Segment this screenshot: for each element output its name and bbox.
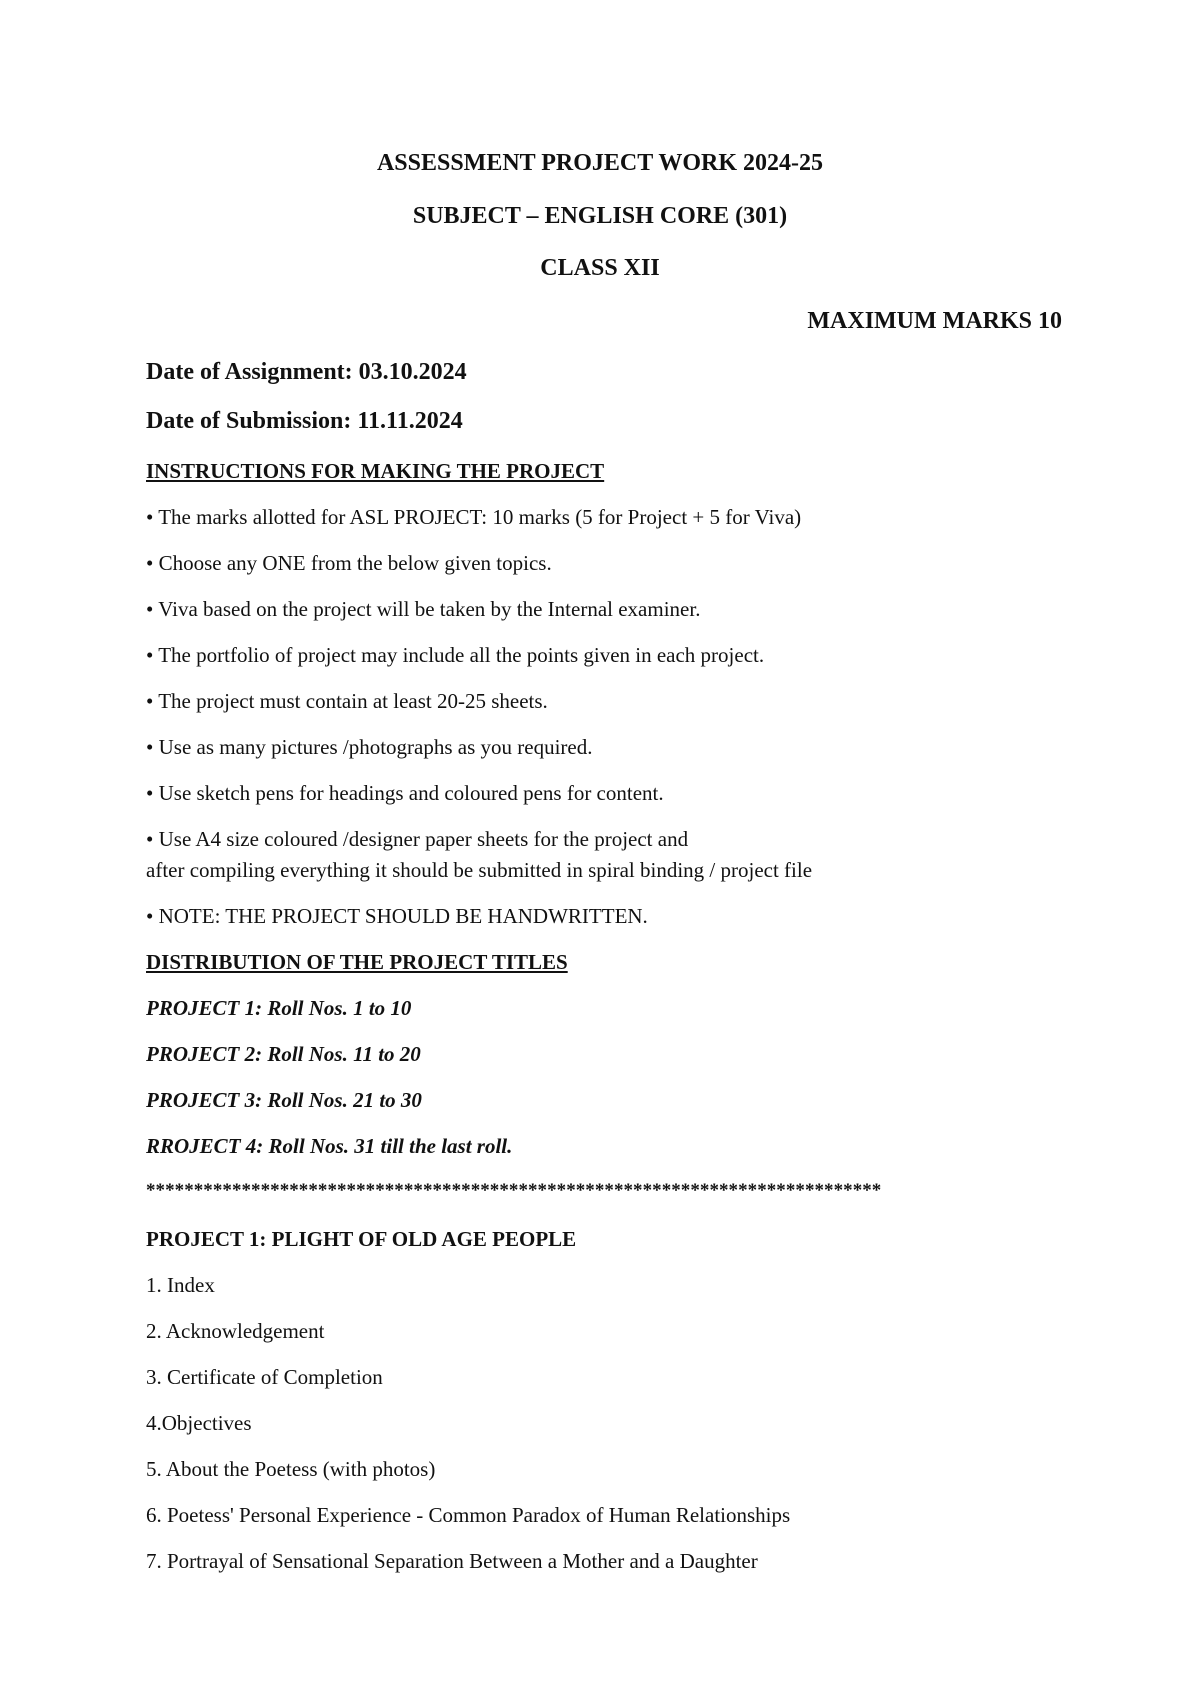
project-1-title: PROJECT 1: PLIGHT OF OLD AGE PEOPLE [146, 1227, 577, 1251]
distribution-item: PROJECT 1: Roll Nos. 1 to 10 [146, 996, 412, 1020]
instruction-item: • The project must contain at least 20-25 sheets. [146, 689, 548, 713]
project-1-item: 3. Certificate of Completion [146, 1365, 383, 1389]
instructions-heading: INSTRUCTIONS FOR MAKING THE PROJECT [146, 459, 605, 483]
instruction-item: • Use A4 size coloured /designer paper sheets for the project and [146, 827, 689, 851]
instruction-item-continued: after compiling everything it should be submitted in spiral binding / project file [146, 858, 813, 882]
class-line: CLASS XII [540, 255, 660, 281]
instruction-item: • Viva based on the project will be taken by the Internal examiner. [146, 597, 701, 621]
date-of-assignment: Date of Assignment: 03.10.2024 [146, 359, 467, 385]
instruction-item: • Use sketch pens for headings and coloured pens for content. [146, 781, 664, 805]
project-1-item: 2. Acknowledgement [146, 1319, 325, 1343]
date-of-submission: Date of Submission: 11.11.2024 [146, 408, 463, 434]
project-1-item: 7. Portrayal of Sensational Separation Between a Mother and a Daughter [146, 1549, 758, 1573]
project-1-item: 4.Objectives [146, 1411, 252, 1435]
distribution-heading: DISTRIBUTION OF THE PROJECT TITLES [146, 950, 568, 974]
distribution-item: PROJECT 3: Roll Nos. 21 to 30 [146, 1088, 422, 1112]
instruction-item: • The portfolio of project may include all the points given in each project. [146, 643, 765, 667]
separator-line: ***************************************************************************** [146, 1180, 882, 1201]
instruction-item: • Choose any ONE from the below given topics. [146, 551, 552, 575]
project-1-item: 6. Poetess' Personal Experience - Common Paradox of Human Relationships [146, 1503, 791, 1527]
instruction-item: • NOTE: THE PROJECT SHOULD BE HANDWRITTEN. [146, 904, 648, 928]
instruction-item: • Use as many pictures /photographs as you required. [146, 735, 593, 759]
instruction-item: • The marks allotted for ASL PROJECT: 10 marks (5 for Project + 5 for Viva) [146, 505, 802, 529]
project-1-item: 1. Index [146, 1273, 215, 1297]
maximum-marks: MAXIMUM MARKS 10 [807, 308, 1062, 334]
distribution-item: PROJECT 2: Roll Nos. 11 to 20 [146, 1042, 421, 1066]
subject-line: SUBJECT – ENGLISH CORE (301) [412, 203, 788, 229]
project-1-item: 5. About the Poetess (with photos) [146, 1457, 436, 1481]
document-title: ASSESSMENT PROJECT WORK 2024-25 [376, 150, 824, 176]
distribution-item: RROJECT 4: Roll Nos. 31 till the last roll. [146, 1134, 513, 1158]
